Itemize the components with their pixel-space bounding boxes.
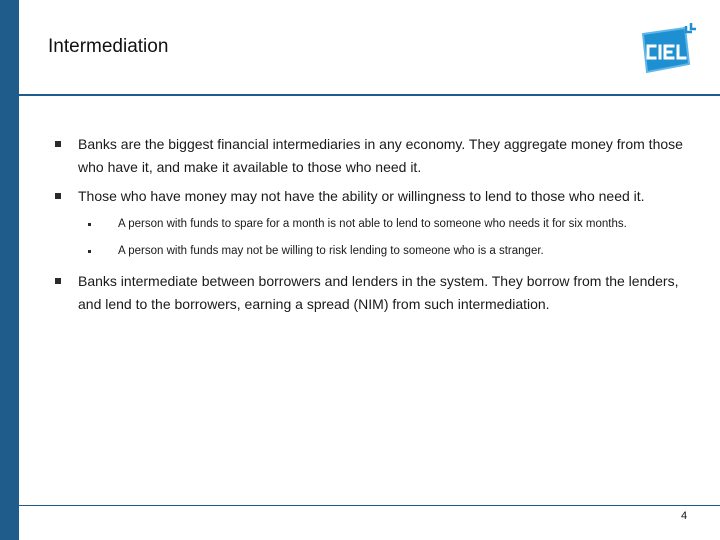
footer-divider [19,505,720,506]
bullet-text: Banks intermediate between borrowers and lenders in the system. They borrow from the lenders, and lend to the borrowers, earning a spread (NIM) from such intermediation. [78,273,679,312]
page-number: 4 [681,510,688,522]
bullet-icon [55,278,61,284]
bullet-text: Those who have money may not have the ability or willingness to lend to those who need it. [78,188,645,204]
left-accent-bar [0,0,19,540]
list-item [55,133,695,179]
slide-title: Intermediation [48,36,169,57]
list-item [55,270,695,316]
sub-list-item [55,240,695,263]
list-item [55,185,695,208]
sub-bullet-text: A person with funds to spare for a month is not able to lend to someone who needs it for six months. [118,218,627,230]
bullet-icon [55,141,61,147]
sub-bullet-icon [88,250,91,253]
sub-bullet-text: A person with funds may not be willing to risk lending to someone who is a stranger. [118,245,544,257]
sub-list-item [55,213,695,236]
company-logo [633,22,697,78]
header-divider [19,94,720,96]
bullet-list [55,133,695,316]
bullet-icon [55,193,61,199]
bullet-text: Banks are the biggest financial intermediaries in any economy. They aggregate money from those who have it, and make it available to those who need it. [78,136,683,175]
sub-bullet-icon [88,223,91,226]
